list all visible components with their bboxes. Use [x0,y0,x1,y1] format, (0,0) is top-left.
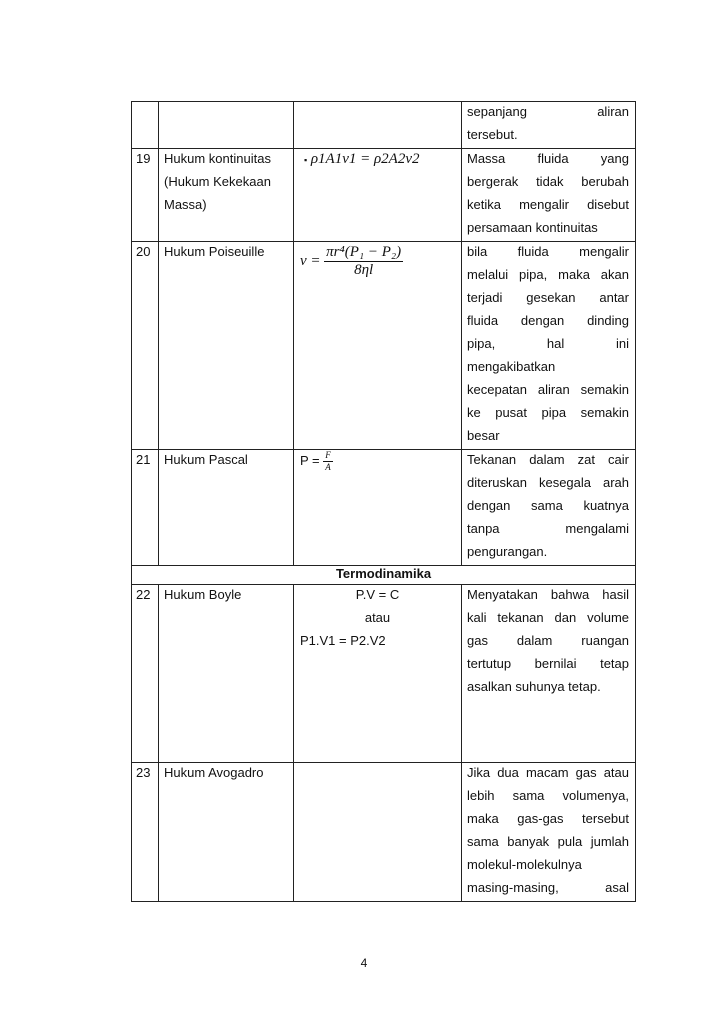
table-row [132,149,636,242]
formula-cell [294,450,462,566]
row-number: 19 [136,151,151,166]
law-name-line: Hukum Pascal [164,452,248,467]
formula-cell [294,763,462,902]
description-line: ke pusat pipa semakin [467,405,629,420]
formula-line: atau [364,610,391,625]
description-line: kali tekanan dan volume [467,610,629,625]
law-name-cell [159,585,294,763]
table-row [132,102,636,149]
description-cell [462,585,636,763]
description-line: terjadi gesekan antar [467,290,629,305]
formula-lhs: v = [300,252,321,269]
formula-denominator: 8ηl [354,262,374,278]
pascal-formula [300,450,455,473]
formula-fraction [324,244,403,279]
description-cell [462,450,636,566]
description-line: pengurangan. [467,544,548,559]
description-line: mengakibatkan [467,359,556,374]
description-line: bergerak tidak berubah [467,174,629,189]
physics-laws-table [131,101,636,902]
row-number-cell [132,450,159,566]
law-name-line: (Hukum Kekekaan [164,174,271,189]
description-line: maka gas-gas tersebut [467,811,629,826]
row-number-cell [132,585,159,763]
row-number: 21 [136,452,151,467]
description-line: Tekanan dalam zat cair [467,452,629,467]
formula-cell [294,585,462,763]
description-line: diteruskan kesegala arah [467,475,629,490]
table-row [132,242,636,450]
description-line: melalui pipa, maka akan [467,267,629,282]
table-row [132,763,636,902]
law-name-line: Hukum kontinuitas [164,151,271,166]
law-name-cell [159,149,294,242]
description-cell [462,149,636,242]
formula-line: P1.V1 = P2.V2 [300,633,386,648]
formula-fraction [323,450,333,473]
description-line: bila fluida mengalir [467,244,629,259]
row-number: 20 [136,244,151,259]
description-line: Menyatakan bahwa hasil [467,587,629,602]
description-line: tersebut. [467,127,518,142]
description-line: dengan sama kuatnya [467,498,629,513]
row-number: 23 [136,765,151,780]
formula-numerator: F [325,450,331,460]
description-line: sepanjang aliran [467,104,629,119]
formula-numerator: πr⁴(P₁ − P₂) [326,244,402,260]
formula-text: ρ1A1v1 = ρ2A2v2 [310,151,420,167]
description-line: molekul-molekulnya [467,857,582,872]
page-number: 4 [360,956,368,970]
description-cell [462,102,636,149]
law-name-line: Hukum Poiseuille [164,244,265,259]
law-name-line: Massa) [164,197,207,212]
section-title: Termodinamika [132,566,636,585]
description-line: tanpa mengalami [467,521,629,536]
row-number-cell [132,242,159,450]
description-line: gas dalam ruangan [467,633,629,648]
description-cell [462,242,636,450]
description-line: kecepatan aliran semakin [467,382,629,397]
formula-line: P.V = C [355,587,400,602]
description-line: tertutup bernilai tetap [467,656,629,671]
description-line: sama banyak pula jumlah [467,834,629,849]
description-line: pipa, hal ini [467,336,629,351]
formula-cell [294,242,462,450]
description-line: ketika mengalir disebut [467,197,629,212]
description-line: besar [467,428,500,443]
law-name-cell [159,763,294,902]
formula-cell [294,149,462,242]
law-name-cell [159,450,294,566]
description-line: persamaan kontinuitas [467,220,598,235]
law-name-line: Hukum Boyle [164,587,242,602]
law-name-cell [159,102,294,149]
table-row [132,585,636,763]
description-line: lebih sama volumenya, [467,788,629,803]
table-row [132,450,636,566]
continuity-formula: ▪ ρ1A1v1 = ρ2A2v2 [304,151,420,167]
formula-denominator: A [325,462,331,472]
law-name-cell [159,242,294,450]
row-number-cell [132,149,159,242]
row-number-cell [132,102,159,149]
description-line: Jika dua macam gas atau [467,765,629,780]
row-number: 22 [136,587,151,602]
description-line: Massa fluida yang [467,151,629,166]
description-line: asalkan suhunya tetap. [467,679,601,694]
description-line: masing-masing, asal [467,880,629,895]
poiseuille-formula [300,242,455,279]
description-cell [462,763,636,902]
description-line: fluida dengan dinding [467,313,629,328]
formula-lhs: P = [300,452,320,468]
law-name-line: Hukum Avogadro [164,765,264,780]
section-header-row [132,566,636,585]
formula-cell [294,102,462,149]
row-number-cell [132,763,159,902]
